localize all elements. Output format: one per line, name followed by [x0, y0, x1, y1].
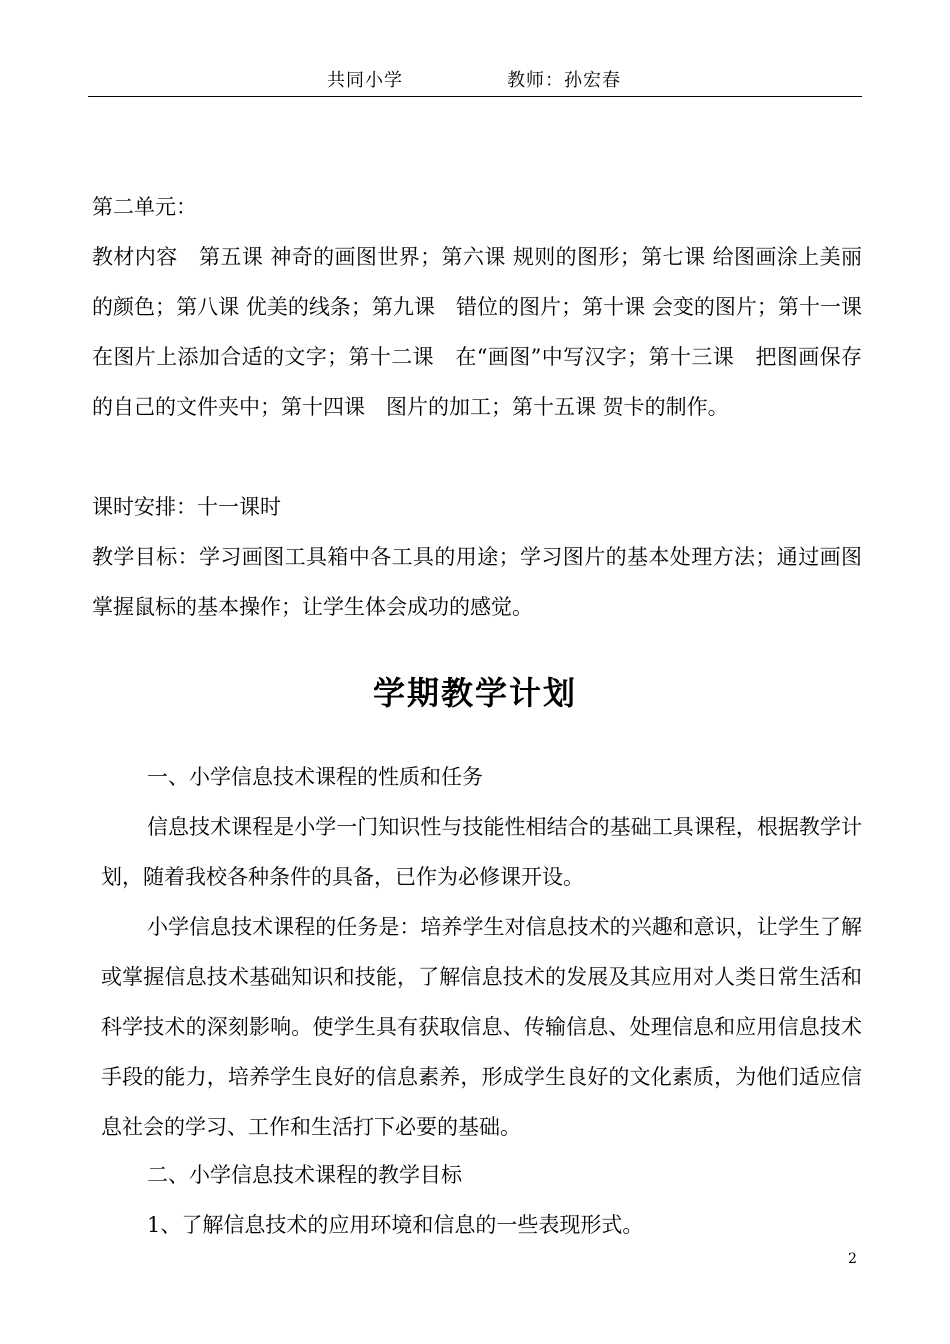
section1-paragraph-1: 信息技术课程是小学一门知识性与技能性相结合的基础工具课程，根据教学计划，随着我校各种条件的具备，已作为必修课开设。 [101, 815, 862, 889]
section2-item-1: 1、了解信息技术的应用环境和信息的一些表现形式。 [147, 1213, 644, 1237]
header-teacher-name: 教师：孙宏春 [507, 70, 621, 91]
header-school-name: 共同小学 [327, 70, 403, 91]
section1-heading: 一、小学信息技术课程的性质和任务 [147, 765, 483, 789]
unit-goal-paragraph: 教学目标：学习画图工具箱中各工具的用途；学习图片的基本处理方法；通过画图掌握鼠标的基本操作；让学生体会成功的感觉。 [92, 545, 862, 619]
plan-title: 学期教学计划 [372, 674, 577, 712]
page-header [88, 66, 862, 97]
unit-heading: 第二单元： [92, 195, 197, 219]
section1-paragraph-2: 小学信息技术课程的任务是：培养学生对信息技术的兴趣和意识，让学生了解或掌握信息技术基础知识和技能，了解信息技术的发展及其应用对人类日常生活和科学技术的深刻影响。使学生具有获取信息、传输信息、处理信息和应用信息技术手段的能力，培养学生良好的信息素养，形成学生良好的文化素质，为他们适应信息社会的学习、工作和生活打下必要的基础。 [101, 915, 862, 1139]
unit-content-paragraph: 教材内容 第五课 神奇的画图世界；第六课 规则的图形；第七课 给图画涂上美丽的颜色；第八课 优美的线条；第九课 错位的图片；第十课 会变的图片；第十一课 在图片上添加合适的文字；第十二课 在“画图”中写汉字；第十三课 把图画保存的自己的文件夹中；第十四课 图片的加工；第十五课 贺卡的制作。 [92, 245, 883, 419]
page-number: 2 [848, 1251, 857, 1267]
section2-heading: 二、小学信息技术课程的教学目标 [147, 1163, 462, 1187]
unit-hours-line: 课时安排：十一课时 [92, 495, 281, 519]
